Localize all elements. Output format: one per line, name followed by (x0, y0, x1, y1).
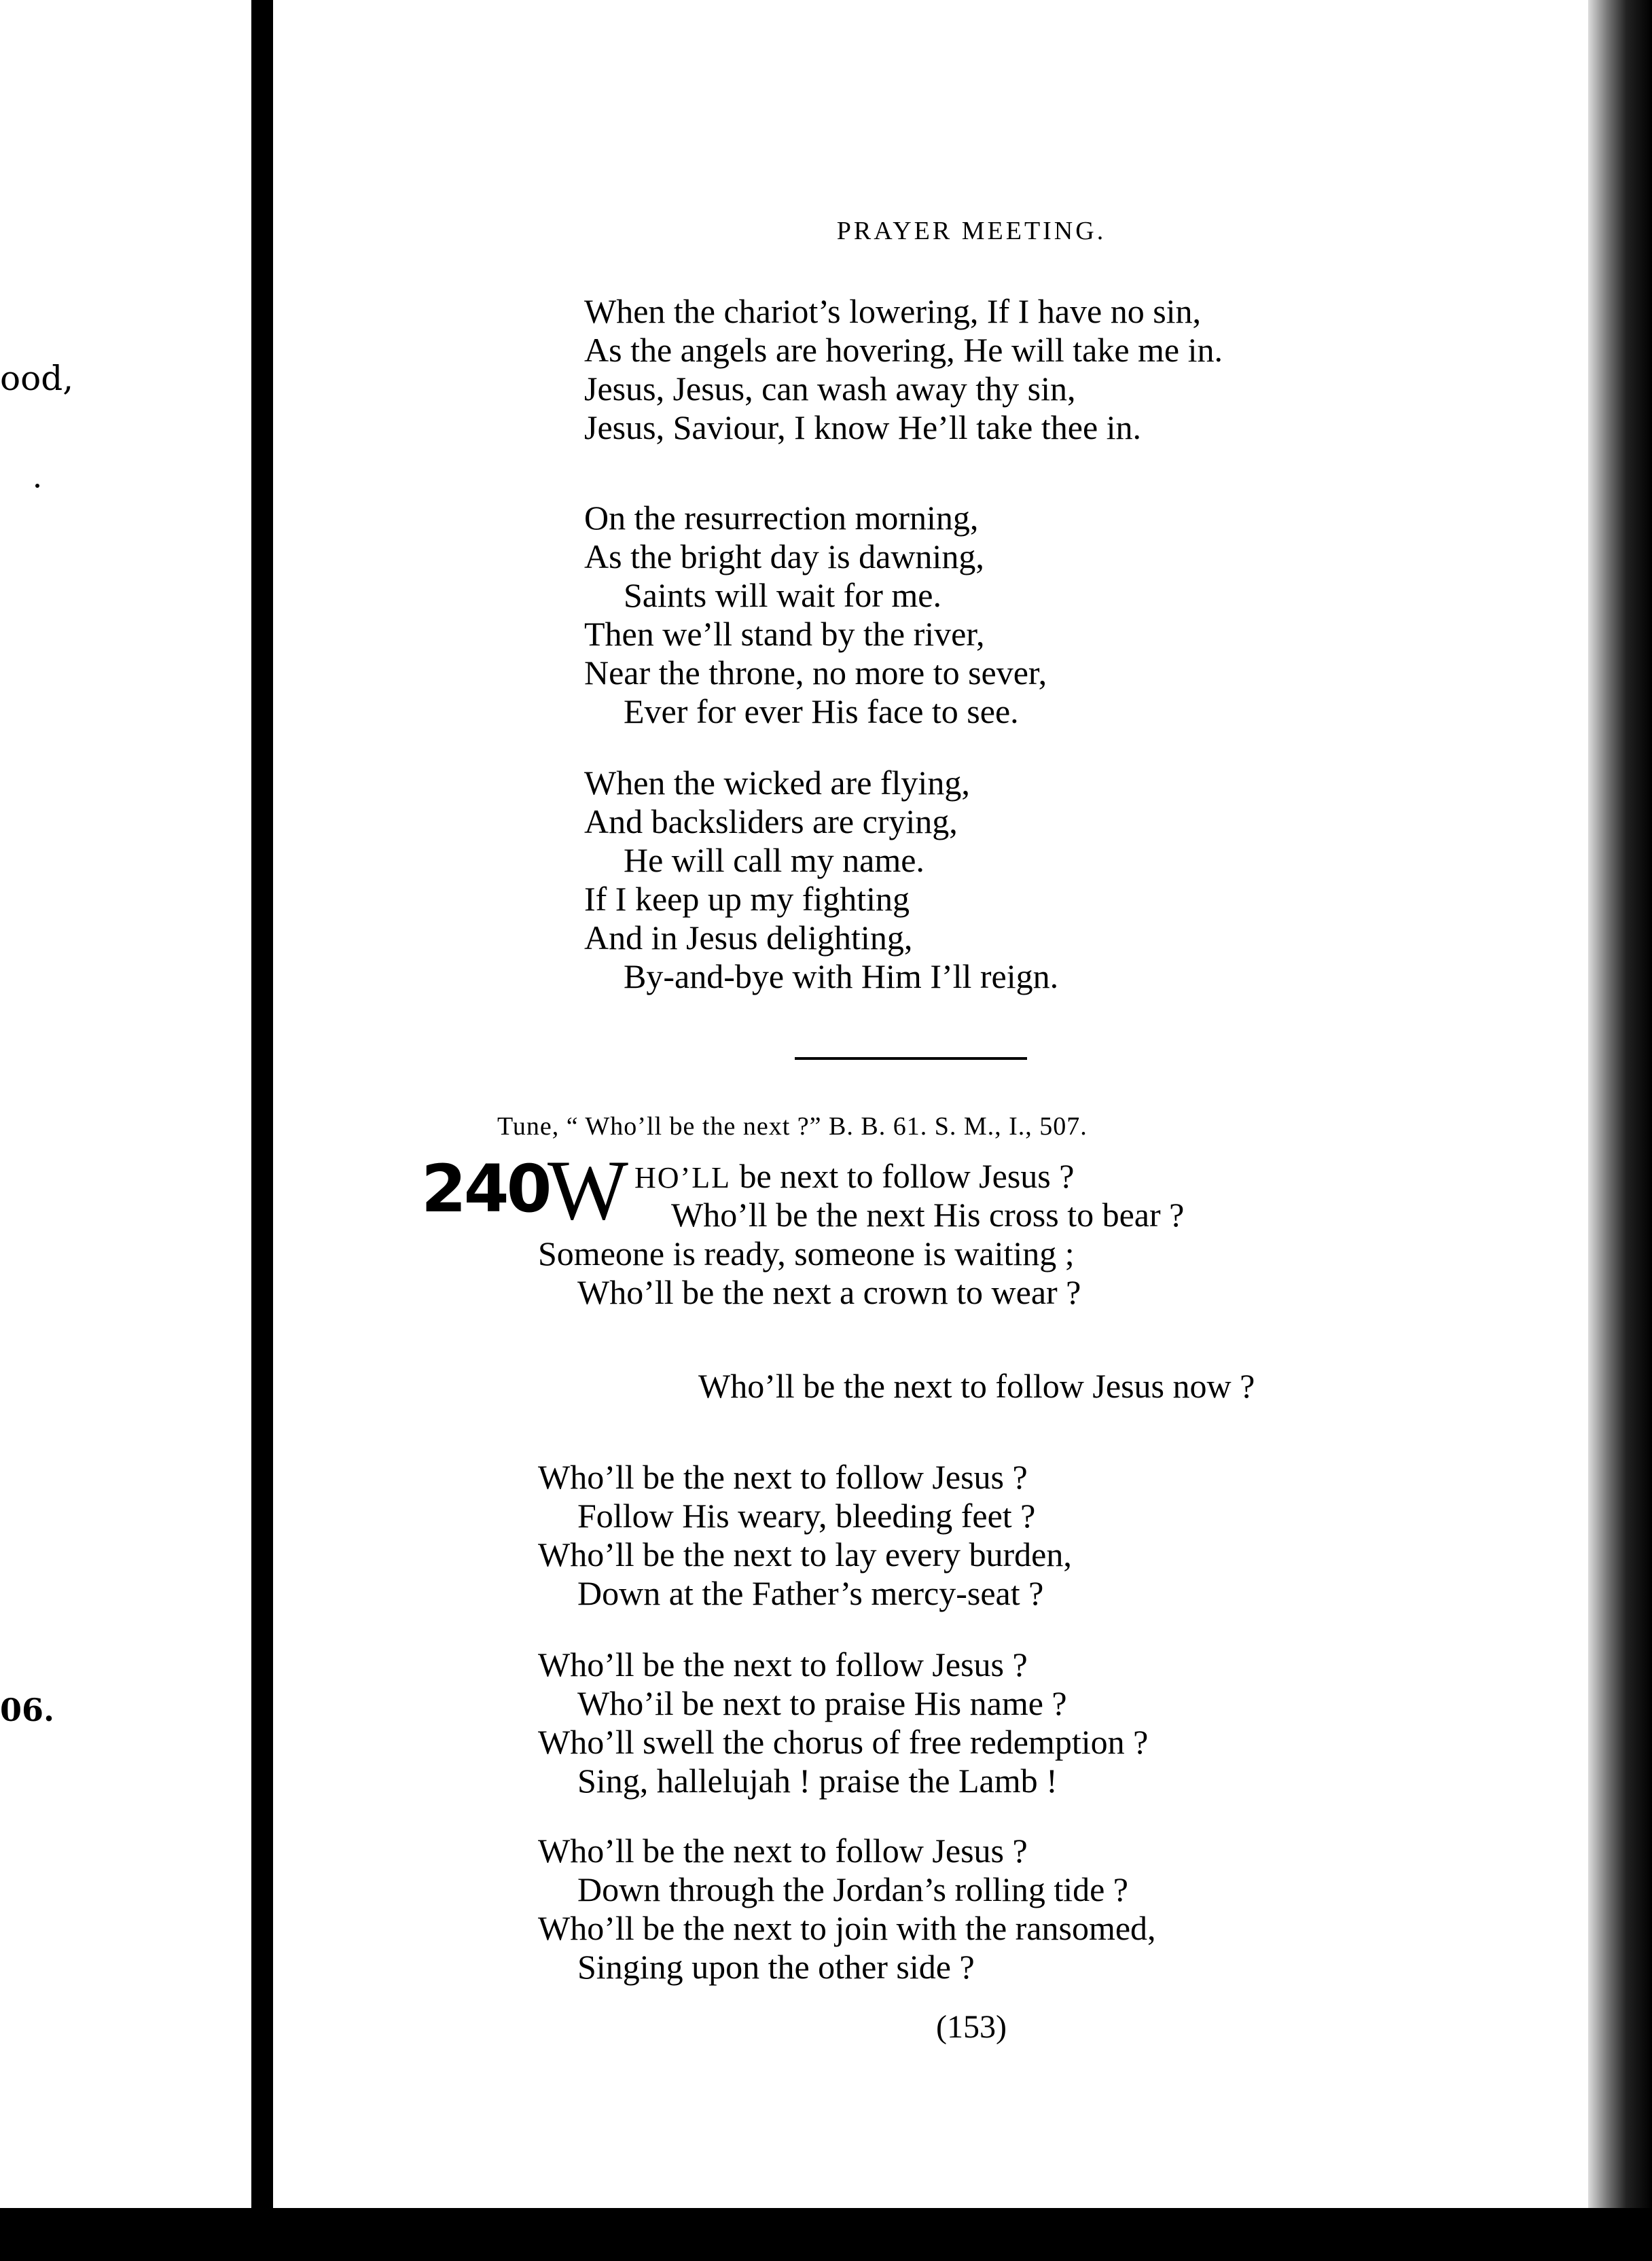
verse-line: Singing upon the other side ? (577, 1948, 975, 1986)
verse-line: Down through the Jordan’s rolling tide ? (577, 1870, 1128, 1908)
verse-line: He will call my name. (624, 841, 924, 879)
chorus-line: Who’ll be the next to follow Jesus now ? (698, 1367, 1255, 1405)
verse-line: Who’ll be the next His cross to bear ? (671, 1196, 1185, 1234)
verse-line: Who’il be next to praise His name ? (577, 1684, 1067, 1722)
verse-line: Who’ll be the next to join with the ransomed, (538, 1909, 1156, 1947)
verse-line: Someone is ready, someone is waiting ; (538, 1234, 1075, 1272)
hymnal-page (273, 0, 1588, 2261)
ink-speck (35, 484, 39, 488)
verse-line: Down at the Father’s mercy-seat ? (577, 1574, 1044, 1612)
hymn-240-verse-3 (538, 1645, 1148, 1800)
book-gutter (251, 0, 273, 2261)
page-number: (153) (936, 2009, 1007, 2045)
stanza-previous-3 (584, 764, 1058, 996)
verse-line: Jesus, Saviour, I know He’ll take thee in. (584, 408, 1142, 446)
verse-line: Who’ll be the next to follow Jesus ? (538, 1832, 1028, 1870)
stanza-previous-1 (584, 292, 1223, 447)
verse-line: And backsliders are crying, (584, 802, 958, 840)
hymn-number: 240 (421, 1151, 550, 1227)
verse-line: Saints will wait for me. (624, 576, 941, 614)
verse-line: If I keep up my fighting (584, 880, 910, 918)
hymn-240-verse-1 (538, 1196, 1184, 1312)
verse-line: As the bright day is dawning, (584, 537, 984, 575)
verse-line: Who’ll be the next to follow Jesus ? (538, 1458, 1028, 1496)
verse-line: Sing, hallelujah ! praise the Lamb ! (577, 1762, 1058, 1800)
verse-line: Who’ll be the next a crown to wear ? (577, 1273, 1081, 1311)
verse-line: On the resurrection morning, (584, 499, 979, 537)
stanza-previous-2 (584, 499, 1047, 731)
hymn-first-line (634, 1156, 1074, 1196)
verse-line: Jesus, Jesus, can wash away thy sin, (584, 370, 1076, 408)
verse-line: And in Jesus delighting, (584, 919, 913, 957)
first-line-small-caps: HO’LL (634, 1161, 731, 1194)
facing-page-text-fragment: ood, (0, 359, 74, 398)
section-divider (795, 1057, 1027, 1060)
scan-border (0, 2208, 1652, 2261)
verse-line: Follow His weary, bleeding feet ? (577, 1497, 1036, 1535)
verse-line: By-and-bye with Him I’ll reign. (624, 957, 1059, 995)
running-head: PRAYER MEETING. (836, 217, 1107, 245)
hymn-240-verse-4 (538, 1832, 1156, 1987)
page-block-edge (1588, 0, 1652, 2261)
verse-line: Who’ll be the next to lay every burden, (538, 1535, 1072, 1573)
verse-line: When the chariot’s lowering, If I have no sin, (584, 292, 1202, 330)
facing-page-number-fragment: 06. (0, 1692, 55, 1728)
verse-line: Ever for ever His face to see. (624, 692, 1019, 730)
verse-line: Who’ll swell the chorus of free redemption ? (538, 1723, 1149, 1761)
tune-reference: Tune, “ Who’ll be the next ?” B. B. 61. S. M., I., 507. (497, 1112, 1088, 1141)
verse-line: When the wicked are flying, (584, 764, 970, 802)
hymn-240-chorus (698, 1367, 1255, 1406)
verse-line: As the angels are hovering, He will take me in. (584, 331, 1223, 369)
verse-line: Then we’ll stand by the river, (584, 615, 985, 653)
hymn-240-verse-2 (538, 1458, 1072, 1613)
facing-page-fragment (0, 0, 251, 2261)
verse-line: Near the throne, no more to sever, (584, 654, 1047, 692)
first-line-rest: be next to follow Jesus ? (730, 1157, 1075, 1195)
verse-line: Who’ll be the next to follow Jesus ? (538, 1645, 1028, 1684)
drop-cap: W (547, 1143, 628, 1238)
